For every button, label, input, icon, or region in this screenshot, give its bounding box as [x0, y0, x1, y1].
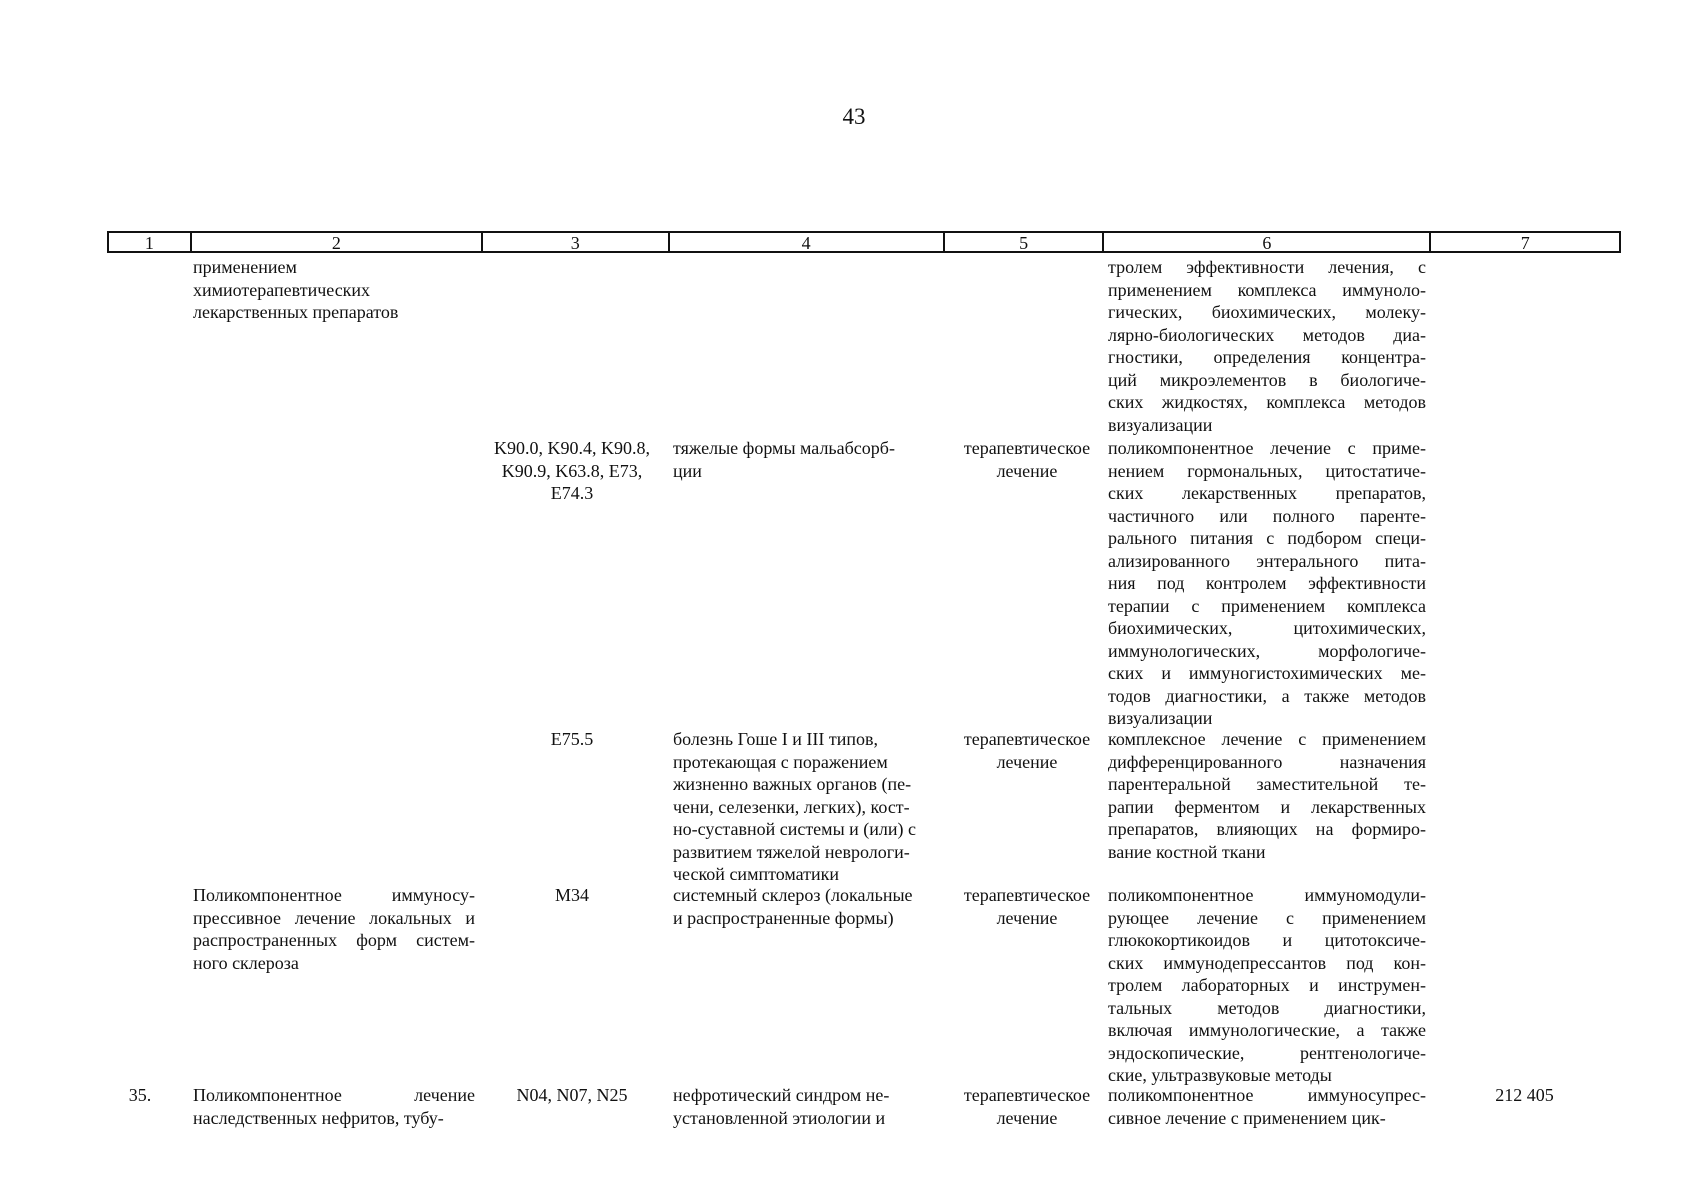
cell-line: 35.: [128, 1085, 152, 1105]
cell-line: применением комплекса иммуноло-: [1108, 279, 1426, 300]
cell-line: лечение: [996, 460, 1058, 481]
cell-line: протекающая с поражением: [673, 751, 888, 772]
cell-line: включая иммунологические, а также: [1108, 1020, 1426, 1040]
cell-line: поликомпонентное лечение с приме-: [1108, 438, 1426, 458]
cell-line: сивное лечение с применением цик-: [1108, 1107, 1386, 1128]
treatment-type: [952, 437, 1102, 482]
cell-line: прессивное лечение локальных и: [193, 907, 475, 928]
column-header-7: 7: [1520, 233, 1530, 253]
cost-value: [1430, 1084, 1619, 1107]
cell-line: парентеральной заместительной те-: [1108, 774, 1426, 794]
treatment-type: [952, 1084, 1102, 1129]
treatment-method: [1108, 256, 1426, 436]
cell-line: ческой симптоматики: [673, 864, 840, 884]
treatment-method: [1108, 728, 1426, 863]
service-name: [193, 884, 475, 974]
cell-line: частичного или полного паренте-: [1108, 505, 1426, 526]
cell-line: 212 405: [1495, 1085, 1554, 1105]
cell-line: тальных методов диагностики,: [1108, 997, 1426, 1018]
cell-line: лечение: [996, 1107, 1058, 1128]
cell-line: лечение: [996, 907, 1058, 928]
cell-line: терапевтическое: [963, 438, 1091, 458]
cell-line: терапевтическое: [963, 729, 1091, 749]
cell-line: дифференцированного назначения: [1108, 751, 1426, 772]
cell-line: рапии ферментом и лекарственных: [1108, 796, 1426, 817]
cell-line: K90.9, K63.8, E73,: [501, 460, 643, 481]
cell-line: препаратов, влияющих на формиро-: [1108, 819, 1426, 839]
cell-line: ния под контролем эффективности: [1108, 573, 1426, 593]
cell-line: гических, биохимических, молеку-: [1108, 302, 1426, 322]
cell-line: ций микроэлементов в биологиче-: [1108, 369, 1426, 390]
column-header-2: 2: [192, 233, 483, 251]
treatment-method: [1108, 437, 1426, 730]
cell-line: нением гормональных, цитостатиче-: [1108, 460, 1426, 481]
cell-line: M34: [554, 885, 589, 905]
column-header-5: 5: [945, 233, 1105, 251]
cell-line: жизненно важных органов (пе-: [673, 774, 912, 794]
column-header-6: 6: [1104, 233, 1431, 251]
icd-codes: [487, 884, 657, 907]
cell-line: Поликомпонентное иммуносу-: [193, 885, 475, 905]
cell-line: терапевтическое: [963, 1085, 1091, 1105]
treatment-method: [1108, 884, 1426, 1087]
cell-line: наследственных нефритов, тубу-: [193, 1107, 444, 1128]
page-number: 43: [842, 104, 866, 129]
cell-line: E74.3: [550, 483, 594, 503]
cell-line: чени, селезенки, легких), кост-: [673, 796, 910, 817]
cell-line: но-суставной системы и (или) с: [673, 819, 917, 839]
cell-line: лечение: [996, 751, 1058, 772]
cell-line: рующее лечение с применением: [1108, 907, 1426, 928]
service-name: [193, 1084, 475, 1129]
cell-line: поликомпонентное иммуносупрес-: [1108, 1085, 1426, 1105]
cell-line: ских жидкостях, комплекса методов: [1108, 392, 1426, 412]
column-header-4: 4: [670, 233, 945, 251]
cell-line: ного склероза: [193, 952, 299, 973]
cell-line: визуализации: [1108, 708, 1213, 728]
cell-line: развитием тяжелой неврологи-: [673, 841, 910, 862]
treatment-type: [952, 728, 1102, 773]
icd-codes: [487, 1084, 657, 1107]
cell-line: ских иммунодепрессантов под кон-: [1108, 952, 1426, 973]
cell-line: нефротический синдром не-: [673, 1085, 890, 1105]
cell-line: ские, ультразвуковые методы: [1108, 1065, 1332, 1085]
disease-model: [673, 1084, 938, 1129]
cell-line: ализированного энтерального пита-: [1108, 550, 1426, 571]
row-number: [112, 1084, 168, 1107]
cell-line: лекарственных препаратов: [193, 302, 399, 322]
cell-line: и распространенные формы): [673, 907, 894, 928]
cell-line: тролем эффективности лечения, с: [1108, 257, 1426, 277]
cell-line: распространенных форм систем-: [193, 930, 475, 950]
disease-model: [673, 437, 938, 482]
cell-line: установленной этиологии и: [673, 1107, 886, 1128]
cell-line: применением: [193, 257, 297, 277]
column-header-3: 3: [483, 233, 670, 251]
cell-line: поликомпонентное иммуномодули-: [1108, 885, 1426, 905]
treatment-method: [1108, 1084, 1426, 1129]
cell-line: глюкокортикоидов и цитотоксиче-: [1108, 930, 1426, 950]
cell-line: болезнь Гоше I и III типов,: [673, 729, 878, 749]
cell-line: биохимических, цитохимических,: [1108, 618, 1426, 638]
service-name: [193, 256, 475, 324]
cell-line: терапевтическое: [963, 885, 1091, 905]
cell-line: визуализации: [1108, 414, 1213, 435]
cell-line: Поликомпонентное лечение: [193, 1085, 475, 1105]
cell-line: тролем лабораторных и инструмен-: [1108, 975, 1426, 995]
cell-line: системный склероз (локальные: [673, 885, 913, 905]
cell-line: химиотерапевтических: [193, 279, 371, 300]
cell-line: лярно-биологических методов диа-: [1108, 324, 1426, 345]
cell-line: N04, N07, N25: [516, 1085, 628, 1105]
cell-line: гностики, определения концентра-: [1108, 347, 1426, 367]
column-header-1: 1: [109, 233, 192, 251]
cell-line: тодов диагностики, а также методов: [1108, 685, 1426, 706]
disease-model: [673, 728, 938, 886]
cell-line: рального питания с подбором специ-: [1108, 528, 1426, 548]
column-header-row: [107, 231, 1621, 253]
cell-line: тяжелые формы мальабсорб-: [673, 438, 895, 458]
cell-line: иммунологических, морфологиче-: [1108, 640, 1426, 661]
icd-codes: [487, 728, 657, 751]
cell-line: E75.5: [550, 729, 594, 749]
cell-line: K90.0, K90.4, K90.8,: [494, 438, 650, 458]
disease-model: [673, 884, 938, 929]
treatment-type: [952, 884, 1102, 929]
cell-line: эндоскопические, рентгенологиче-: [1108, 1042, 1426, 1063]
cell-line: комплексное лечение с применением: [1108, 729, 1426, 749]
cell-line: ских и иммуногистохимических ме-: [1108, 663, 1426, 683]
cell-line: ских лекарственных препаратов,: [1108, 483, 1426, 503]
cell-line: ции: [673, 460, 702, 481]
cell-line: вание костной ткани: [1108, 841, 1266, 862]
cell-line: терапии с применением комплекса: [1108, 595, 1426, 616]
icd-codes: [487, 437, 657, 505]
